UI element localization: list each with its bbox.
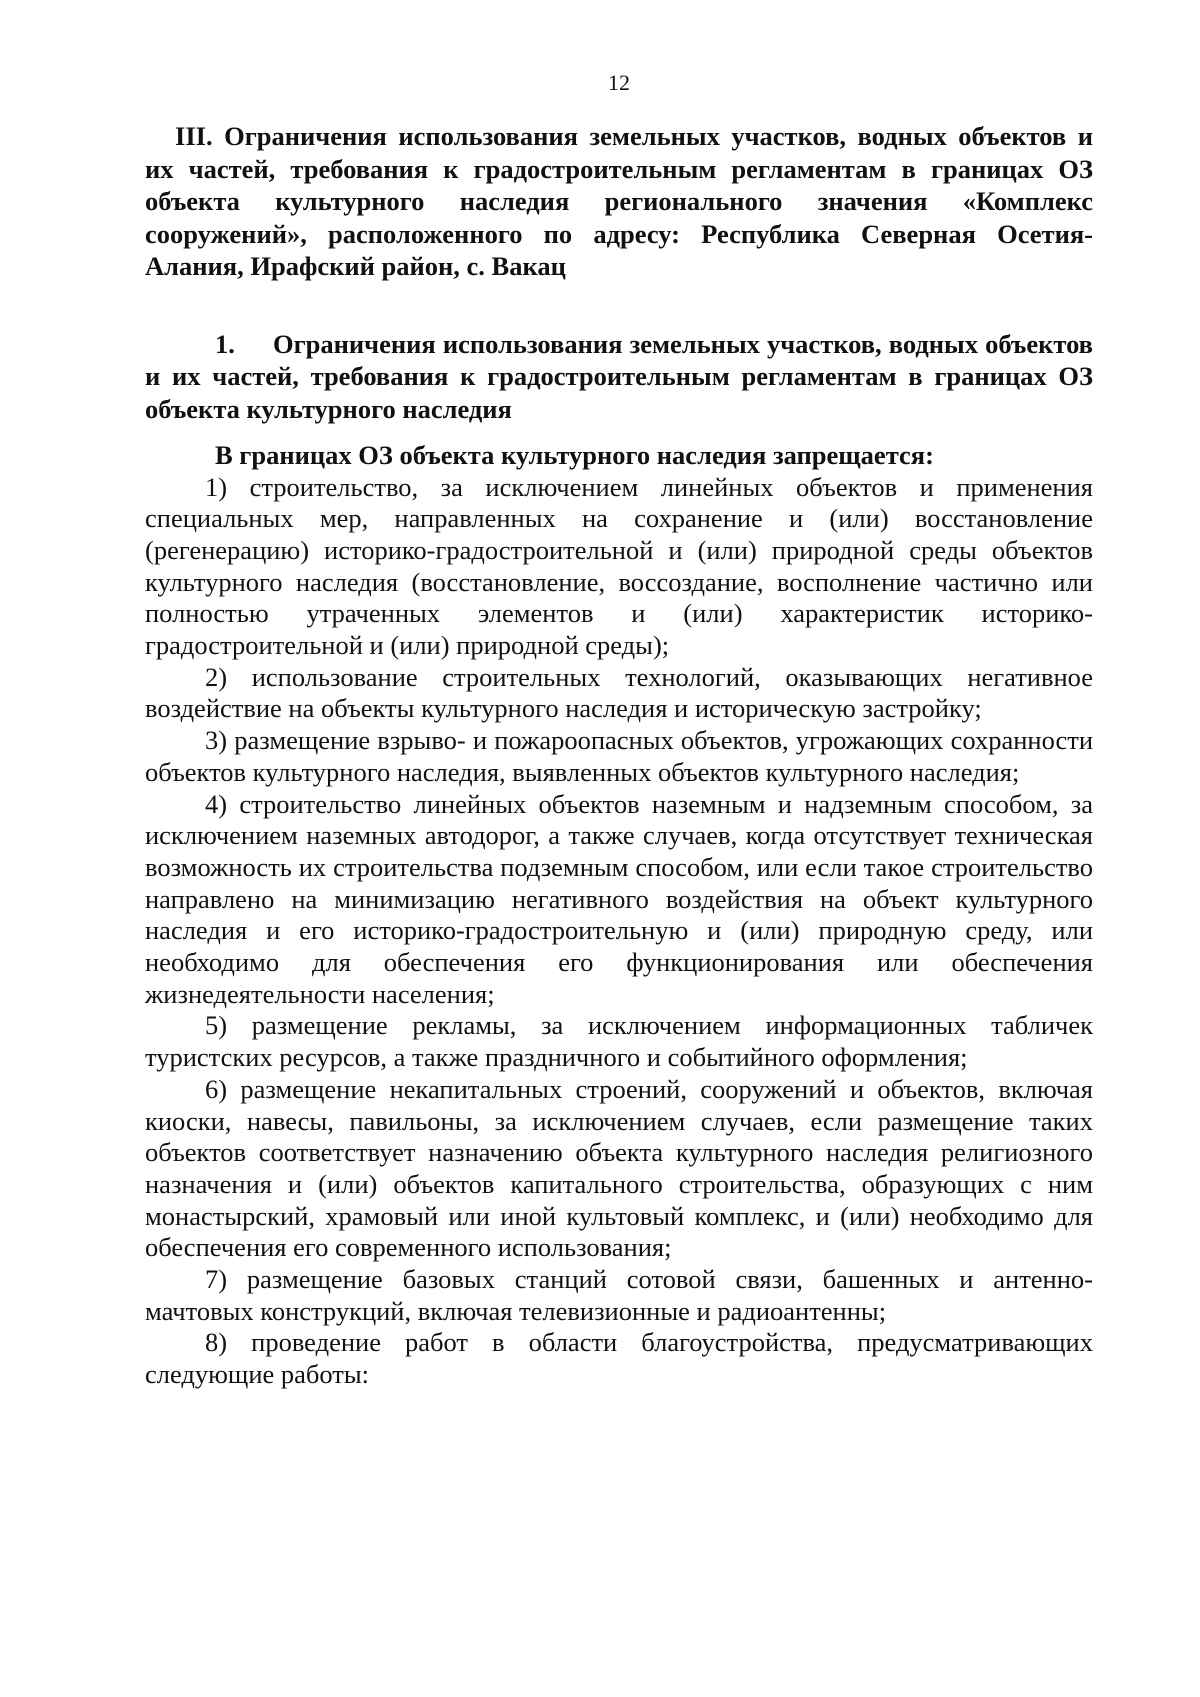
list-item: 1) строительство, за исключением линейных объектов и применения специальных мер, направленных на сохранение и (или) восстановление (регенерацию) историко-градостроительной и (или) природной среды объектов культурного наследия (восстановление, воссоздание, восполнение частично или полностью утраченных элементов и (или) характеристик историко-градостроительной и (или) природной среды); (145, 471, 1093, 661)
document-page (145, 70, 1093, 1391)
list-item: 7) размещение базовых станций сотовой связи, башенных и антенно-мачтовых конструкций, включая телевизионные и радиоантенны; (145, 1264, 1093, 1326)
subsection-number: 1. (215, 328, 235, 359)
list-item: 8) проведение работ в области благоустройства, предусматривающих следующие работы: (145, 1327, 1093, 1390)
prohibited-heading: В границах ОЗ объекта культурного наследия запрещается: (215, 440, 934, 470)
section-title: III. Ограничения использования земельных участков, водных объектов и их частей, требования к градостроительным регламентам в границах ОЗ объекта культурного наследия регионального значения «Комплекс сооружений», расположенного по адресу: Республика Северная Осетия-Алания, Ирафский район, с. Вакац (145, 121, 1093, 281)
list-item: 2) использование строительных технологий, оказывающих негативное воздействие на объекты культурного наследия и историческую застройку; (145, 661, 1093, 724)
list-item: 6) размещение некапитальных строений, сооружений и объектов, включая киоски, навесы, павильоны, за исключением случаев, если размещение таких объектов соответствует назначению объекта культурного наследия религиозного назначения и (или) объектов капитального строительства, образующих с ним монастырский, храмовый или иной культовый комплекс, и (или) необходимо для обеспечения его современного использования; (145, 1073, 1093, 1263)
subsection-title-text: Ограничения использования земельных участков, водных объектов и их частей, требования к градостроительным регламентам в границах ОЗ объекта культурного наследия (145, 328, 1093, 424)
list-item: 3) размещение взрыво- и пожароопасных объектов, угрожающих сохранности объектов культурного наследия, выявленных объектов культурного наследия; (145, 725, 1093, 787)
list-item: 4) строительство линейных объектов наземным и надземным способом, за исключением наземных автодорог, а также случаев, когда отсутствует техническая возможность их строительства подземным способом, или если такое строительство направлено на минимизацию негативного воздействия на объект культурного наследия и его историко-градостроительную и (или) природную среду, или необходимо для обеспечения его функционирования или обеспечения жизнедеятельности населения; (145, 788, 1093, 1009)
page-number: 12 (608, 70, 630, 95)
list-item: 5) размещение рекламы, за исключением информационных табличек туристских ресурсов, а также праздничного и событийного оформления; (145, 1010, 1093, 1073)
subsection-title (145, 328, 1093, 426)
